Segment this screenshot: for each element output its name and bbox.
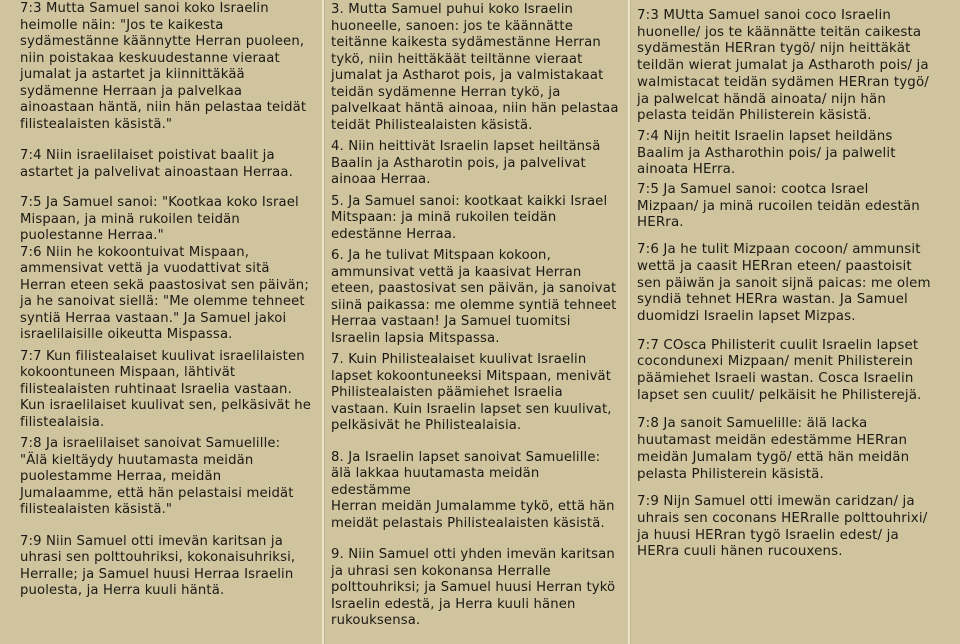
verse-7-5-old: 7:5 Ja Samuel sanoi: cootca Israel Mizpaan/ ja minä rucoilen teidän edestän HERra. bbox=[637, 182, 920, 231]
verse-7-6: 7:6 Niin he kokoontuivat Mispaan, ammensivat vettä ja vuodattivat sitä Herran eteen sekä paastosivat sen päivän; ja he sanoivat siellä: "Me olemme tehneet syntiä Herraa vastaan." Ja Samuel jakoi israelilaisille oikeutta Mispassa. bbox=[20, 244, 309, 342]
column-finnish-1933 bbox=[0, 0, 324, 644]
verse-7-3-old: 7:3 MUtta Samuel sanoi coco Israelin huonelle/ jos te käännätte teitän caikesta sydämestän HERran tygö/ nijn heittäkät teildän wierat jumalat ja Astharoth pois/ ja walmistacat teidän sydämen HERran tygö/ ja palwelcat händä ainoata/ nijn hän pelasta teidän Philisterein käsistä. bbox=[637, 8, 929, 124]
column-finnish-1642 bbox=[630, 0, 960, 644]
verse-7-7: 7:7 Kun filistealaiset kuulivat israelilaisten kokoontuneen Mispaan, lähtivät filistealaisten ruhtinaat Israelia vastaan. Kun israelilaiset kuulivat sen, pelkäsivät he filistealaisia. bbox=[20, 348, 312, 430]
verse-7-4-old: 7:4 Nijn heitit Israelin lapset heildäns Baalim ja Astharothin pois/ ja palwelit ainoata HErra. bbox=[637, 128, 896, 178]
verse-7-4: 7:4 Niin israelilaiset poistivat baalit ja astartet ja palvelivat ainoastaan Herraa. bbox=[20, 148, 293, 180]
verse-7-8: 7:8 Ja israelilaiset sanoivat Samuelille: "Älä kieltäydy huutamasta meidän puolestamme Herraa, meidän Jumalaamme, että hän pelastaisi meidät filistealaisten käsistä." bbox=[20, 436, 294, 517]
verse-6: 6. Ja he tulivat Mitspaan kokoon, ammunsivat vettä ja kaasivat Herran eteen, paastosivat sen päivän, ja sanoivat siinä paikassa: me olemme syntiä tehneet Herraa vastaan! Ja Samuel tuomitsi Israelin lapsia Mitspassa. bbox=[331, 248, 617, 346]
verse-8: 8. Ja Israelin lapset sanoivat Samuelille: älä lakkaa huutamasta meidän edestämme Herran meidän Jumalamme tykö, että hän meidät pelastais Philistealaisten käsistä. bbox=[331, 449, 615, 531]
verse-7-7-old: 7:7 COsca Philisterit cuulit Israelin lapset cocondunexi Mizpaan/ menit Philisterein päämiehet Israeli wastan. Cosca Israelin lapset sen cuulit/ pelkäisit he Philisterejä. bbox=[637, 337, 922, 403]
verse-5: 5. Ja Samuel sanoi: kootkaat kaikki Israel Mitspaan: ja minä rukoilen teidän edestänne Herraa. bbox=[331, 193, 608, 242]
column-finnish-1776 bbox=[324, 0, 630, 644]
verse-7: 7. Kuin Philistealaiset kuulivat Israelin lapset kokoontuneeksi Mitspaan, menivät Philistealaisten päämiehet Israelia vastaan. Kuin Israelin lapset sen kuulivat, pelkäsivät he Philistealaisia. bbox=[331, 352, 612, 433]
verse-7-9-old: 7:9 Nijn Samuel otti imewän caridzan/ ja uhrais sen coconans HERralle polttouhrixi/ ja huusi HERran tygö Israelin edest/ ja HERra cuuli hänen rucouxens. bbox=[637, 494, 928, 560]
verse-4: 4. Niin heittivät Israelin lapset heiltänsä Baalin ja Astharotin pois, ja palvelivat ainoaa Herraa. bbox=[331, 139, 601, 187]
verse-7-8-old: 7:8 Ja sanoit Samuelille: älä lacka huutamast meidän edestämme HERran meidän Jumalam tygö/ että hän meidän pelasta Philisterein käsistä. bbox=[637, 416, 910, 482]
verse-3: 3. Mutta Samuel puhui koko Israelin huoneelle, sanoen: jos te käännätte teitänne kaikesta sydämestänne Herran tykö, niin heittäkäät teiltänne vieraat jumalat ja Astharot pois, ja valmistakaat teidän sydämenne Herran tykö, ja palvelkaat häntä ainoaa, niin hän pelastaa teidät Philistealaisten käsistä. bbox=[331, 2, 619, 133]
verse-7-6-old: 7:6 Ja he tulit Mizpaan cocoon/ ammunsit wettä ja caasit HERran eteen/ paastoisit sen päiwän ja sanoit sijnä paicas: me olem syndiä tehnet HERra wastan. Ja Samuel duomidzi Israelin lapset Mizpas. bbox=[637, 242, 931, 324]
verse-7-9: 7:9 Niin Samuel otti imevän karitsan ja uhrasi sen polttouhriksi, kokonaisuhriksi, Herralle; ja Samuel huusi Herraa Israelin puolesta, ja Herra kuuli häntä. bbox=[20, 533, 296, 598]
verse-7-3: 7:3 Mutta Samuel sanoi koko Israelin heimolle näin: "Jos te kaikesta sydämestänne käännytte Herran puoleen, niin poistakaa keskuudestanne vieraat jumalat ja astartet ja kiinnittäkää sydämenne Herraan ja palvelkaa ainoastaan häntä, niin hän pelastaa teidät filistealaisten käsistä." bbox=[20, 1, 307, 132]
verse-7-5: 7:5 Ja Samuel sanoi: "Kootkaa koko Israel Mispaan, ja minä rukoilen teidän puolestanne Herraa." bbox=[20, 195, 299, 243]
verse-9: 9. Niin Samuel otti yhden imevän karitsan ja uhrasi sen kokonansa Herralle polttouhriksi; ja Samuel huusi Herran tykö Israelin edestä, ja Herra kuuli hänen rukouksensa. bbox=[331, 547, 616, 628]
